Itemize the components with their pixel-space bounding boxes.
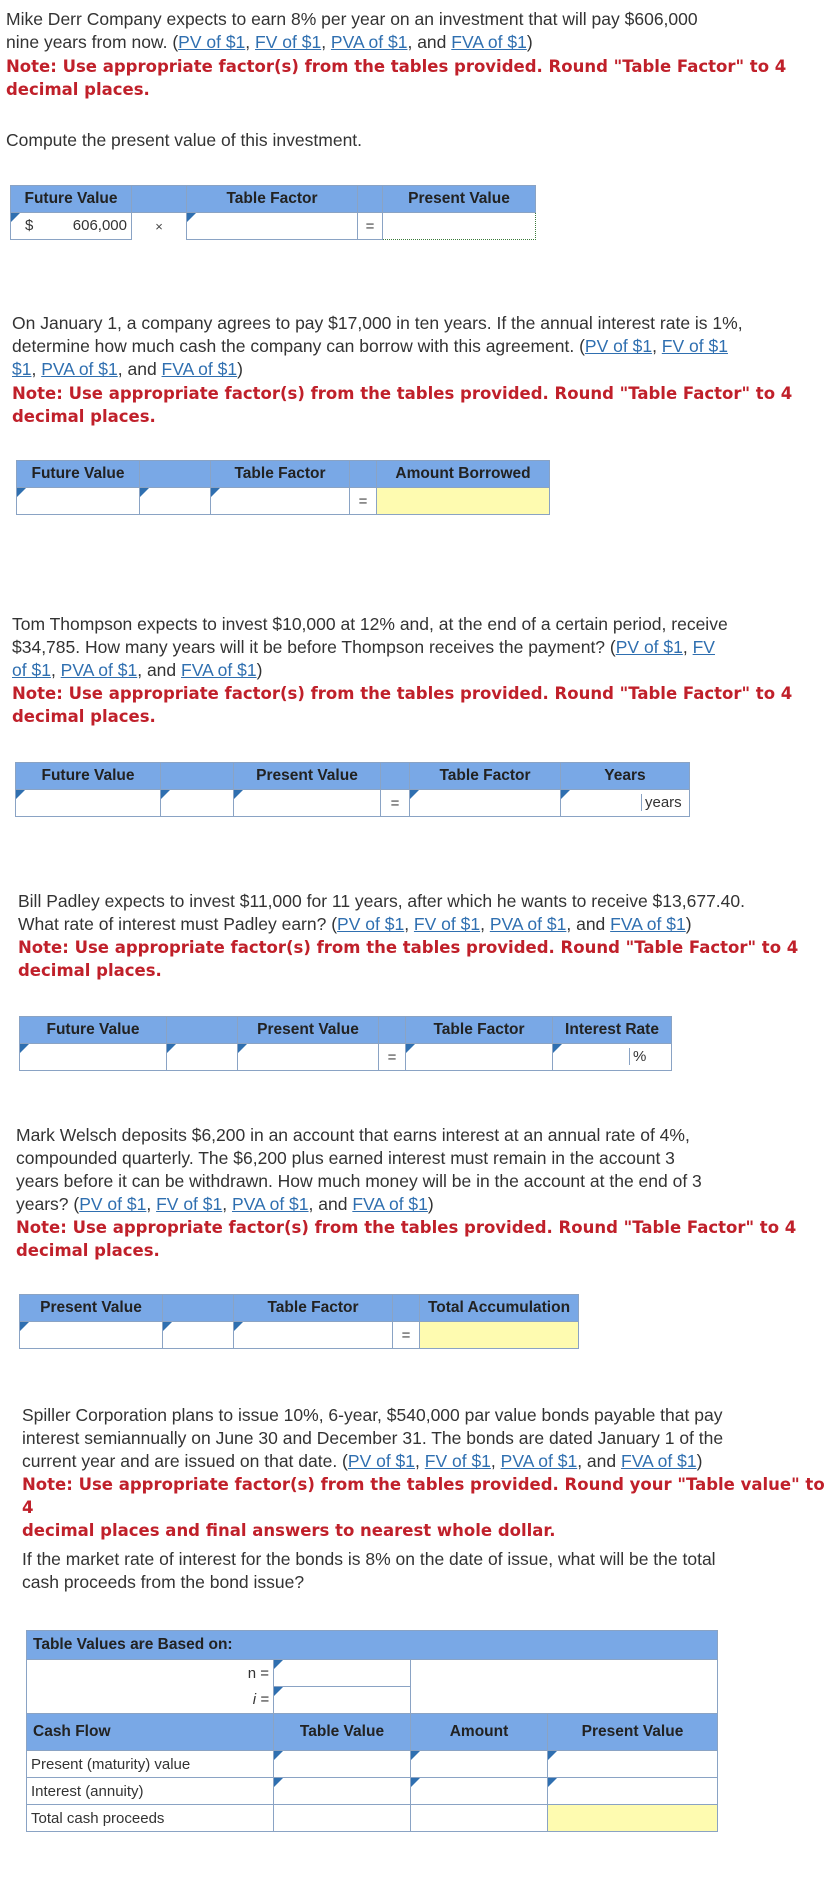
q5-header-blank-2: [393, 1295, 420, 1322]
q3-header-present-value: Present Value: [234, 763, 381, 790]
q2-operator-select[interactable]: [140, 488, 211, 515]
q3-note-line1: Note: Use appropriate factor(s) from the tables provided. Round "Table Factor" to 4: [12, 684, 793, 703]
q1-header-table-factor: Table Factor: [187, 186, 358, 213]
q5-present-value-input[interactable]: [20, 1322, 163, 1349]
q2-amount-borrowed-output: [377, 488, 550, 515]
pv-link[interactable]: PV of $1: [178, 32, 246, 52]
q5-worksheet: [19, 1294, 579, 1349]
q6-prompt-line2: cash proceeds from the bond issue?: [22, 1572, 305, 1592]
fva-link[interactable]: FVA of $1: [161, 359, 238, 379]
q6-maturity-amount-input[interactable]: [411, 1751, 548, 1778]
q4-text-line2: What rate of interest must Padley earn? (PV of $1, FV of $1, PVA of $1, and FVA of $1): [18, 914, 692, 934]
q6-text-line3: current year and are issued on that date. (PV of $1, FV of $1, PVA of $1, and FVA of $1): [22, 1451, 703, 1471]
q2-header-amount-borrowed: Amount Borrowed: [377, 461, 550, 488]
q5-total-accumulation-output: [420, 1322, 579, 1349]
q5-equals-sign: =: [393, 1322, 420, 1349]
q1-dollar-sign: $: [25, 217, 34, 234]
q1-note-line2: decimal places.: [6, 80, 150, 99]
pva-link[interactable]: PVA of $1: [330, 32, 408, 52]
q5-header-table-factor: Table Factor: [234, 1295, 393, 1322]
q2-header-future-value: Future Value: [17, 461, 140, 488]
q1-text-line2: nine years from now. (PV of $1, FV of $1, PVA of $1, and FVA of $1): [6, 32, 533, 52]
pv-link[interactable]: PV of $1: [347, 1451, 416, 1471]
q3-text-line3: of $1, PVA of $1, and FVA of $1): [12, 660, 263, 680]
q1-worksheet: [10, 185, 536, 240]
q6-row-maturity-label: Present (maturity) value: [27, 1751, 274, 1778]
fv-link[interactable]: FV of $1: [413, 914, 481, 934]
q2-text-line3: $1, PVA of $1, and FVA of $1): [12, 359, 243, 379]
q6-header-table-values-based-on: Table Values are Based on:: [27, 1631, 718, 1660]
q3-header-years: Years: [561, 763, 690, 790]
q6-row-interest-label: Interest (annuity): [27, 1778, 274, 1805]
q2-text-line2: determine how much cash the company can borrow with this agreement. (PV of $1, FV of $1: [12, 336, 728, 356]
pv-link[interactable]: PV of $1: [584, 336, 653, 356]
q4-header-blank-2: [379, 1017, 406, 1044]
q6-header-cash-flow: Cash Flow: [27, 1714, 274, 1751]
q4-header-table-factor: Table Factor: [406, 1017, 553, 1044]
q3-header-blank: [161, 763, 234, 790]
q3-table-factor-input[interactable]: [410, 790, 561, 817]
q4-header-blank: [167, 1017, 238, 1044]
q2-equals-sign: =: [350, 488, 377, 515]
q5-header-blank: [163, 1295, 234, 1322]
q3-header-future-value: Future Value: [16, 763, 161, 790]
pva-link[interactable]: PVA of $1: [60, 660, 138, 680]
pva-link[interactable]: PVA of $1: [500, 1451, 578, 1471]
pva-link[interactable]: PVA of $1: [489, 914, 567, 934]
q2-note-line2: decimal places.: [12, 407, 156, 426]
q3-header-table-factor: Table Factor: [410, 763, 561, 790]
q5-header-present-value: Present Value: [20, 1295, 163, 1322]
q6-text-line2: interest semiannually on June 30 and December 31. The bonds are dated January 1 of the: [22, 1428, 724, 1448]
q4-header-interest-rate: Interest Rate: [553, 1017, 672, 1044]
q6-i-input[interactable]: [274, 1687, 411, 1714]
q6-note-line2: decimal places and final answers to nearest whole dollar.: [22, 1521, 556, 1540]
fva-link[interactable]: FVA of $1: [610, 914, 686, 934]
fva-link[interactable]: FVA of $1: [181, 660, 257, 680]
q6-interest-table-value-input[interactable]: [274, 1778, 411, 1805]
q4-header-future-value: Future Value: [20, 1017, 167, 1044]
q3-text-line1: Tom Thompson expects to invest $10,000 at 12% and, at the end of a certain period, receive: [12, 614, 728, 634]
q1-future-value-cell: [11, 213, 132, 240]
q3-years-cell: [561, 790, 690, 817]
q5-text-line4: years? (PV of $1, FV of $1, PVA of $1, and FVA of $1): [16, 1194, 434, 1214]
q1-table-factor-input[interactable]: [187, 213, 358, 240]
q2-table-factor-input[interactable]: [211, 488, 350, 515]
q6-maturity-present-value-input[interactable]: [548, 1751, 718, 1778]
q1-times-sign: ×: [155, 218, 163, 234]
q2-worksheet: [16, 460, 550, 515]
q4-note: [18, 936, 798, 982]
q1-text: [6, 8, 826, 54]
q1-equals-sign: =: [358, 213, 383, 240]
fva-link[interactable]: FVA of $1: [451, 32, 527, 52]
q6-n-input[interactable]: [274, 1660, 411, 1687]
q6-total-cash-proceeds-output: [548, 1805, 718, 1832]
fv-link-cont[interactable]: $1: [12, 359, 32, 379]
pva-link[interactable]: PVA of $1: [231, 1194, 309, 1214]
q6-note-line1: Note: Use appropriate factor(s) from the tables provided. Round your "Table value" to 4: [22, 1475, 825, 1517]
q4-equals-sign: =: [379, 1044, 406, 1071]
q6-note: [22, 1473, 835, 1542]
q1-header-future-value: Future Value: [11, 186, 132, 213]
q5-note-line2: decimal places.: [16, 1241, 160, 1260]
q2-note-line1: Note: Use appropriate factor(s) from the tables provided. Round "Table Factor" to 4: [12, 384, 793, 403]
pva-link[interactable]: PVA of $1: [41, 359, 118, 379]
q6-maturity-table-value-input[interactable]: [274, 1751, 411, 1778]
q4-table-factor-input[interactable]: [406, 1044, 553, 1071]
q3-note: [12, 682, 792, 728]
q6-interest-present-value-input[interactable]: [548, 1778, 718, 1805]
fv-link[interactable]: FV of $1: [424, 1451, 491, 1471]
q4-interest-rate-cell: [553, 1044, 672, 1071]
q2-text-line1: On January 1, a company agrees to pay $17,000 in ten years. If the annual interest rate is 1%,: [12, 313, 743, 333]
q4-text: [18, 890, 833, 936]
q4-interest-rate-unit: %: [629, 1048, 646, 1065]
q6-text-line1: Spiller Corporation plans to issue 10%, 6-year, $540,000 par value bonds payable that pay: [22, 1405, 723, 1425]
q3-present-value-input[interactable]: [234, 790, 381, 817]
q2-header-blank-2: [350, 461, 377, 488]
q6-header-table-value: Table Value: [274, 1714, 411, 1751]
fv-link[interactable]: FV of $1: [156, 1194, 223, 1214]
fv-link[interactable]: FV of $1: [661, 336, 728, 356]
q1-present-value-input[interactable]: [383, 213, 536, 240]
q3-header-blank-2: [381, 763, 410, 790]
q5-text: [16, 1124, 831, 1216]
q6-worksheet: [26, 1630, 718, 1832]
q2-header-table-factor: Table Factor: [211, 461, 350, 488]
q6-text: [22, 1404, 832, 1473]
q6-header-present-value: Present Value: [548, 1714, 718, 1751]
q5-text-line2: compounded quarterly. The $6,200 plus earned interest must remain in the account 3: [16, 1148, 675, 1168]
fv-link-cont[interactable]: of $1: [12, 660, 51, 680]
q5-text-line1: Mark Welsch deposits $6,200 in an account that earns interest at an annual rate of 4%,: [16, 1125, 690, 1145]
q3-worksheet: [15, 762, 690, 817]
q1-prompt: Compute the present value of this investment.: [6, 130, 363, 150]
q6-i-label: i =: [27, 1687, 274, 1714]
q6-prompt-line1: If the market rate of interest for the bonds is 8% on the date of issue, what will be the total: [22, 1549, 716, 1569]
q4-present-value-input[interactable]: [238, 1044, 379, 1071]
q1-header-blank: [132, 186, 187, 213]
q4-note-line1: Note: Use appropriate factor(s) from the tables provided. Round "Table Factor" to 4: [18, 938, 799, 957]
q4-text-line1: Bill Padley expects to invest $11,000 for 11 years, after which he wants to receive $13,677.40.: [18, 891, 745, 911]
fva-link[interactable]: FVA of $1: [352, 1194, 428, 1214]
q1-header-blank-2: [358, 186, 383, 213]
pv-link[interactable]: PV of $1: [79, 1194, 147, 1214]
q3-years-unit: years: [641, 794, 682, 811]
q1-future-value: 606,000: [72, 217, 127, 234]
q6-n-label: n =: [27, 1660, 274, 1687]
fva-link[interactable]: FVA of $1: [621, 1451, 697, 1471]
fv-link[interactable]: FV: [692, 637, 715, 657]
q4-worksheet: [19, 1016, 672, 1071]
q4-note-line2: decimal places.: [18, 961, 162, 980]
q1-note-line1: Note: Use appropriate factor(s) from the tables provided. Round "Table Factor" to 4: [6, 57, 787, 76]
q1-note: [6, 55, 786, 101]
q5-table-factor-input[interactable]: [234, 1322, 393, 1349]
fv-link[interactable]: FV of $1: [255, 32, 322, 52]
q6-header-amount: Amount: [411, 1714, 548, 1751]
q4-interest-rate-input[interactable]: [555, 1046, 627, 1068]
q4-header-present-value: Present Value: [238, 1017, 379, 1044]
q5-note-line1: Note: Use appropriate factor(s) from the tables provided. Round "Table Factor" to 4: [16, 1218, 797, 1237]
q3-future-value-input[interactable]: [16, 790, 161, 817]
pv-link[interactable]: PV of $1: [337, 914, 405, 934]
q6-row-total-label: Total cash proceeds: [27, 1805, 274, 1832]
q1-text-line1: Mike Derr Company expects to earn 8% per year on an investment that will pay $606,000: [6, 9, 698, 29]
q2-header-blank: [140, 461, 211, 488]
q5-note: [16, 1216, 796, 1262]
q1-header-present-value: Present Value: [383, 186, 536, 213]
q2-text: [12, 312, 827, 381]
q3-text: [12, 613, 827, 682]
q3-operator-select[interactable]: [161, 790, 234, 817]
q3-years-input[interactable]: [563, 792, 637, 814]
q2-note: [12, 382, 792, 428]
q6-total-blank-1: [274, 1805, 411, 1832]
q6-n-spacer: [411, 1660, 718, 1687]
q6-prompt: [22, 1548, 716, 1594]
q2-future-value-input[interactable]: [17, 488, 140, 515]
q6-total-blank-2: [411, 1805, 548, 1832]
q6-interest-amount-input[interactable]: [411, 1778, 548, 1805]
q5-header-total-accumulation: Total Accumulation: [420, 1295, 579, 1322]
q4-operator-select[interactable]: [167, 1044, 238, 1071]
q5-operator-select[interactable]: [163, 1322, 234, 1349]
q3-note-line2: decimal places.: [12, 707, 156, 726]
q3-text-line2: $34,785. How many years will it be before Thompson receives the payment? (PV of $1, FV: [12, 637, 715, 657]
q5-text-line3: years before it can be withdrawn. How much money will be in the account at the end of 3: [16, 1171, 702, 1191]
q3-equals-sign: =: [381, 790, 410, 817]
q6-i-spacer: [411, 1687, 718, 1714]
q4-future-value-input[interactable]: [20, 1044, 167, 1071]
pv-link[interactable]: PV of $1: [615, 637, 683, 657]
